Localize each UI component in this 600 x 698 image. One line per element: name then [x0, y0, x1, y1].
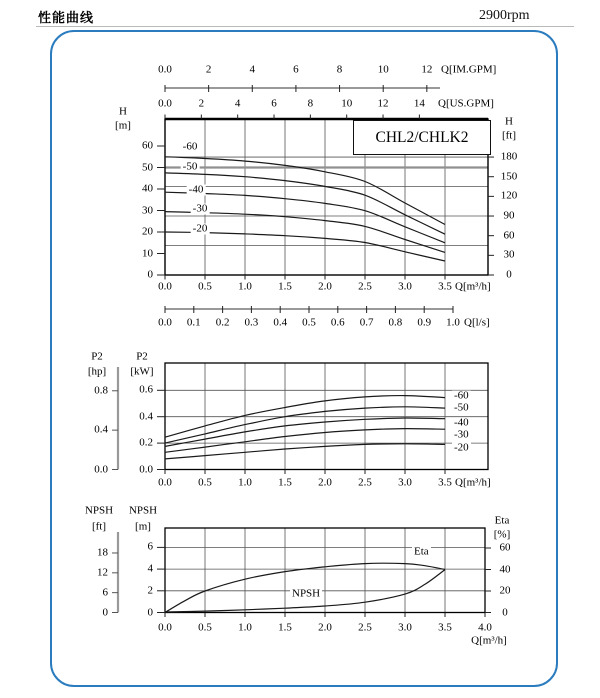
p2-m3h-axis-label: Q[m³/h] — [455, 476, 491, 489]
npsh-m3h-tick: 3.0 — [398, 621, 412, 634]
us-gpm-tick: 2 — [198, 97, 205, 110]
head-ft-tick: 180 — [500, 150, 518, 163]
power-curve-label: -40 — [454, 416, 469, 429]
head-m3h-tick: 3.5 — [438, 280, 452, 293]
head-m3h-tick: 1.0 — [238, 280, 252, 293]
us-gpm-tick: 4 — [234, 97, 241, 110]
npsh-ft-tick: 18 — [97, 546, 108, 559]
npsh-ft-tick: 12 — [97, 566, 108, 579]
im-gpm-tick: 6 — [293, 63, 299, 76]
head-m3h-tick: 1.5 — [278, 280, 292, 293]
head-ft-tick: 90 — [503, 209, 515, 222]
ls-tick: 0.5 — [302, 316, 316, 329]
ls-tick: 0.0 — [158, 316, 172, 329]
npsh-m3h-tick: 0.5 — [198, 621, 212, 634]
p2-kw-tick: 0.6 — [139, 383, 153, 396]
eta-tick: 0 — [502, 606, 508, 618]
head-curve-label: -50 — [182, 160, 198, 173]
ls-tick: 0.1 — [186, 316, 201, 329]
p2-kw-tick: 0.2 — [139, 436, 153, 449]
power-curve-label: -30 — [454, 428, 469, 441]
head-ft-tick: 120 — [500, 189, 518, 202]
eta-curve-label: Eta — [414, 545, 429, 558]
head-ft-tick: 0 — [506, 268, 512, 281]
head-m-tick: 40 — [142, 182, 153, 195]
npsh-m3h-tick: 3.5 — [438, 621, 452, 634]
p2-hp-tick: 0.0 — [94, 463, 108, 475]
npsh-m3h-tick: 0.0 — [158, 621, 172, 634]
npsh-m3h-tick: 1.0 — [238, 621, 252, 634]
power-curve-group — [165, 396, 445, 459]
eta-axis-title: Eta — [494, 514, 510, 527]
eta-axis-unit: [%] — [493, 528, 511, 541]
npsh-m-axis-title: NPSH — [128, 504, 158, 517]
im-gpm-tick: 12 — [421, 63, 433, 76]
head-curve--40 — [165, 192, 445, 243]
p2-m3h-tick: 1.5 — [278, 476, 292, 489]
p2-m3h-tick: 2.5 — [358, 476, 372, 489]
rpm-label: 2900rpm — [479, 8, 530, 23]
ls-tick: 0.3 — [244, 316, 259, 329]
npsh-m-tick: 2 — [147, 584, 153, 597]
head-curve--20 — [165, 232, 445, 261]
us-gpm-tick: 6 — [271, 97, 277, 110]
npsh-m3h-tick: 1.5 — [278, 621, 292, 634]
us-gpm-tick: 12 — [377, 97, 389, 110]
us-gpm-tick: 10 — [341, 97, 353, 110]
im-gpm-tick: 8 — [336, 63, 343, 76]
power-grid — [165, 363, 488, 470]
power-curve--40 — [165, 418, 445, 446]
ls-tick: 0.9 — [417, 316, 432, 329]
ls-axis-label: Q[l/s] — [464, 316, 490, 329]
head-curve-label: -60 — [182, 140, 198, 153]
head-m-tick: 20 — [142, 225, 153, 238]
head-m3h-tick: 2.0 — [318, 280, 332, 293]
head-left-axis-unit: [m] — [115, 119, 131, 132]
head-right-axis-unit: [ft] — [501, 129, 517, 142]
head-right-axis-title: H — [505, 115, 513, 128]
eta-tick: 40 — [499, 563, 511, 575]
p2-m3h-tick: 1.0 — [238, 476, 252, 489]
head-m-tick: 0 — [147, 268, 153, 281]
head-m-tick: 60 — [142, 139, 153, 152]
npsh-ft-axis-title: NPSH — [84, 504, 114, 517]
ls-tick: 0.6 — [330, 316, 345, 329]
im-gpm-tick: 4 — [249, 63, 256, 76]
head-m3h-tick: 3.0 — [398, 280, 412, 293]
head-curve-label: -40 — [188, 183, 204, 196]
us-gpm-tick: 8 — [307, 97, 314, 110]
power-curve-label: -20 — [454, 441, 469, 454]
p2-m3h-tick: 2.0 — [318, 476, 332, 489]
npsh-ft-axis-unit: [ft] — [91, 520, 107, 533]
p2-m3h-tick: 3.5 — [438, 476, 452, 489]
head-m-tick: 30 — [142, 204, 153, 216]
p2-kw-axis-title: P2 — [136, 350, 148, 363]
eta-tick: 20 — [499, 584, 511, 597]
npsh-ft-tick: 0 — [102, 606, 108, 618]
npsh-m3h-axis-label: Q[m³/h] — [471, 634, 507, 647]
im-gpm-axis-label: Q[IM.GPM] — [441, 63, 497, 76]
us-gpm-tick: 0.0 — [158, 97, 172, 110]
p2-hp-tick: 0.4 — [94, 423, 108, 436]
power-curve--30 — [165, 429, 445, 453]
ls-tick: 0.2 — [215, 316, 230, 329]
p2-kw-tick: 0.0 — [139, 463, 153, 475]
npsh-m-axis-unit: [m] — [135, 520, 151, 533]
power-curve-label: -50 — [454, 401, 469, 414]
power-ticks — [112, 367, 445, 474]
eta-tick: 60 — [499, 541, 511, 554]
npsh-ft-tick: 6 — [102, 586, 108, 599]
head-ft-tick: 150 — [500, 170, 518, 183]
ls-tick: 0.7 — [359, 316, 374, 329]
npsh-m3h-tick: 4.0 — [478, 621, 492, 634]
head-m-tick: 50 — [142, 161, 153, 173]
ls-tick: 0.8 — [388, 316, 403, 329]
p2-hp-axis-title: P2 — [91, 350, 103, 363]
head-ft-tick: 30 — [503, 248, 515, 261]
npsh-m-tick: 6 — [147, 540, 153, 553]
head-curve-label: -30 — [192, 202, 208, 215]
npsh-grid — [165, 528, 485, 613]
ls-tick: 1.0 — [446, 316, 460, 329]
p2-m3h-tick: 3.0 — [398, 476, 412, 489]
power-curve-label: -60 — [454, 389, 469, 402]
page-title: 性能曲线 — [38, 10, 95, 25]
head-m3h-tick: 2.5 — [358, 280, 372, 293]
head-curve-label: -20 — [192, 222, 208, 235]
us-gpm-axis-label: Q[US.GPM] — [438, 97, 494, 110]
head-m-tick: 10 — [142, 247, 153, 259]
p2-kw-axis-unit: [kW] — [130, 365, 154, 378]
im-gpm-tick: 2 — [205, 63, 212, 76]
head-m3h-tick: 0.5 — [198, 280, 212, 293]
p2-hp-axis-unit: [hp] — [87, 365, 107, 378]
p2-kw-tick: 0.4 — [139, 410, 153, 423]
model-label: CHL2/CHLK2 — [375, 128, 469, 146]
npsh-ticks — [112, 532, 491, 617]
ls-tick: 0.4 — [273, 316, 288, 329]
head-m3h-axis-label: Q[m³/h] — [455, 280, 491, 293]
im-gpm-tick: 0.0 — [158, 63, 172, 76]
us-gpm-tick: 14 — [413, 97, 425, 110]
power-curve--20 — [165, 444, 445, 459]
p2-hp-tick: 0.8 — [94, 384, 108, 397]
head-m3h-tick: 0.0 — [158, 280, 172, 293]
model-label-box — [353, 120, 491, 155]
p2-m3h-tick: 0.5 — [198, 476, 212, 489]
npsh-m-tick: 4 — [147, 562, 153, 575]
im-gpm-tick: 10 — [377, 63, 389, 76]
npsh-m-tick: 0 — [147, 606, 153, 618]
power-frame — [165, 363, 488, 470]
p2-m3h-tick: 0.0 — [158, 476, 172, 489]
head-ft-tick: 60 — [503, 229, 515, 242]
npsh-m3h-tick: 2.0 — [318, 621, 332, 634]
npsh-m3h-tick: 2.5 — [358, 621, 372, 634]
npsh-curve-label: NPSH — [292, 587, 321, 600]
head-left-axis-title: H — [119, 105, 127, 118]
